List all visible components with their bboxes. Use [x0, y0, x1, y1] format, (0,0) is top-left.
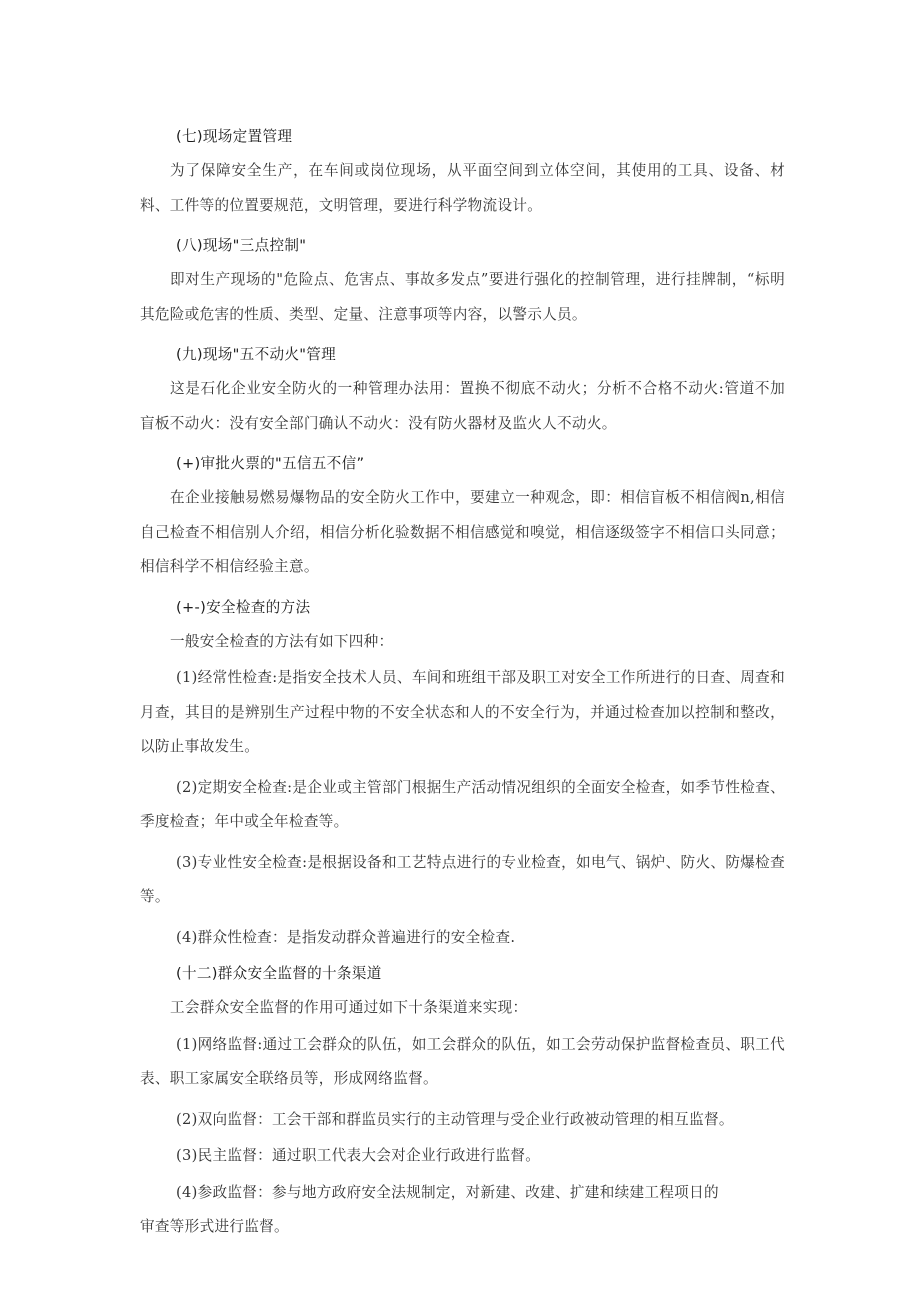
- section-heading-8: (八)现场"三点控制": [176, 237, 307, 254]
- section-11-item-2: (2)定期安全检查:是企业或主管部门根据生产活动情况组织的全面安全检查，如季节性检查、季度检查；年中或全年检查等。: [140, 778, 785, 830]
- section-11-item-4: (4)群众性检查：是指发动群众普遍进行的安全检查.: [176, 928, 516, 946]
- section-11-intro: 一般安全检查的方法有如下四种：: [170, 632, 394, 650]
- section-heading-7: (七)现场定置管理: [176, 128, 293, 145]
- section-12-item-4-continued: 审查等形式进行监督。: [140, 1218, 289, 1235]
- section-heading-12: (十二)群众安全监督的十条渠道: [176, 965, 382, 982]
- section-heading-9: (九)现场"五不动火"管理: [176, 346, 337, 363]
- document-body: [140, 120, 785, 1251]
- section-heading-10: (+)审批火票的"五信五不信”: [176, 455, 365, 472]
- section-7-paragraph: 为了保障安全生产，在车间或岗位现场，从平面空间到立体空间，其使用的工具、设备、材料、工件等的位置要规范，文明管理，要进行科学物流设计。: [140, 162, 785, 214]
- section-12-item-4: (4)参政监督：参与地方政府安全法规制定，对新建、改建、扩建和续建工程项日的: [176, 1183, 719, 1201]
- section-8-paragraph: 即对生产现场的"危险点、危害点、事故多发点”要进行强化的控制管理，进行挂牌制，“标明其危险或危害的性质、类型、定量、注意事项等内容，以警示人员。: [140, 271, 785, 323]
- section-11-item-3: (3)专业性安全检查:是根据设备和工艺特点进行的专业检查，如电气、锅炉、防火、防爆检查等。: [140, 853, 785, 905]
- section-9-paragraph: 这是石化企业安全防火的一种管理办法用：置换不彻底不动火；分析不合格不动火:管道不加盲板不动火：没有安全部门确认不动火：没有防火器材及监火人不动火。: [140, 380, 785, 432]
- section-12-item-3: (3)民主监督：通过职工代表大会对企业行政进行监督。: [176, 1147, 541, 1164]
- section-12-intro: 工会群众安全监督的作用可通过如下十条渠道来实现：: [170, 999, 528, 1016]
- section-heading-11: (+-)安全检查的方法: [176, 598, 311, 616]
- section-11-item-1: (1)经常性检查:是指安全技术人员、车间和班组干部及职工对安全工作所进行的日查、周查和月查，其目的是辨别生产过程中物的不安全状态和人的不安全行为，并通过检查加以控制和整改，以防止事故发生。: [140, 669, 785, 755]
- section-12-item-2: (2)双向监督：工会干部和群监员实行的主动管理与受企业行政被动管理的相互监督。: [176, 1110, 734, 1128]
- section-10-paragraph: 在企业接触易燃易爆物品的安全防火工作中，要建立一种观念，即：相信盲板不相信阀n,相信自己检查不相信别人介绍，相信分析化验数据不相信感觉和嗅觉，相信逐级签字不相信口头同意；相信科学不相信经验主意。: [140, 489, 785, 575]
- section-12-item-1: (1)网络监督:通过工会群众的队伍，如工会群众的队伍，如工会劳动保护监督检查员、职工代表、职工家属安全联络员等，形成网络监督。: [140, 1035, 785, 1087]
